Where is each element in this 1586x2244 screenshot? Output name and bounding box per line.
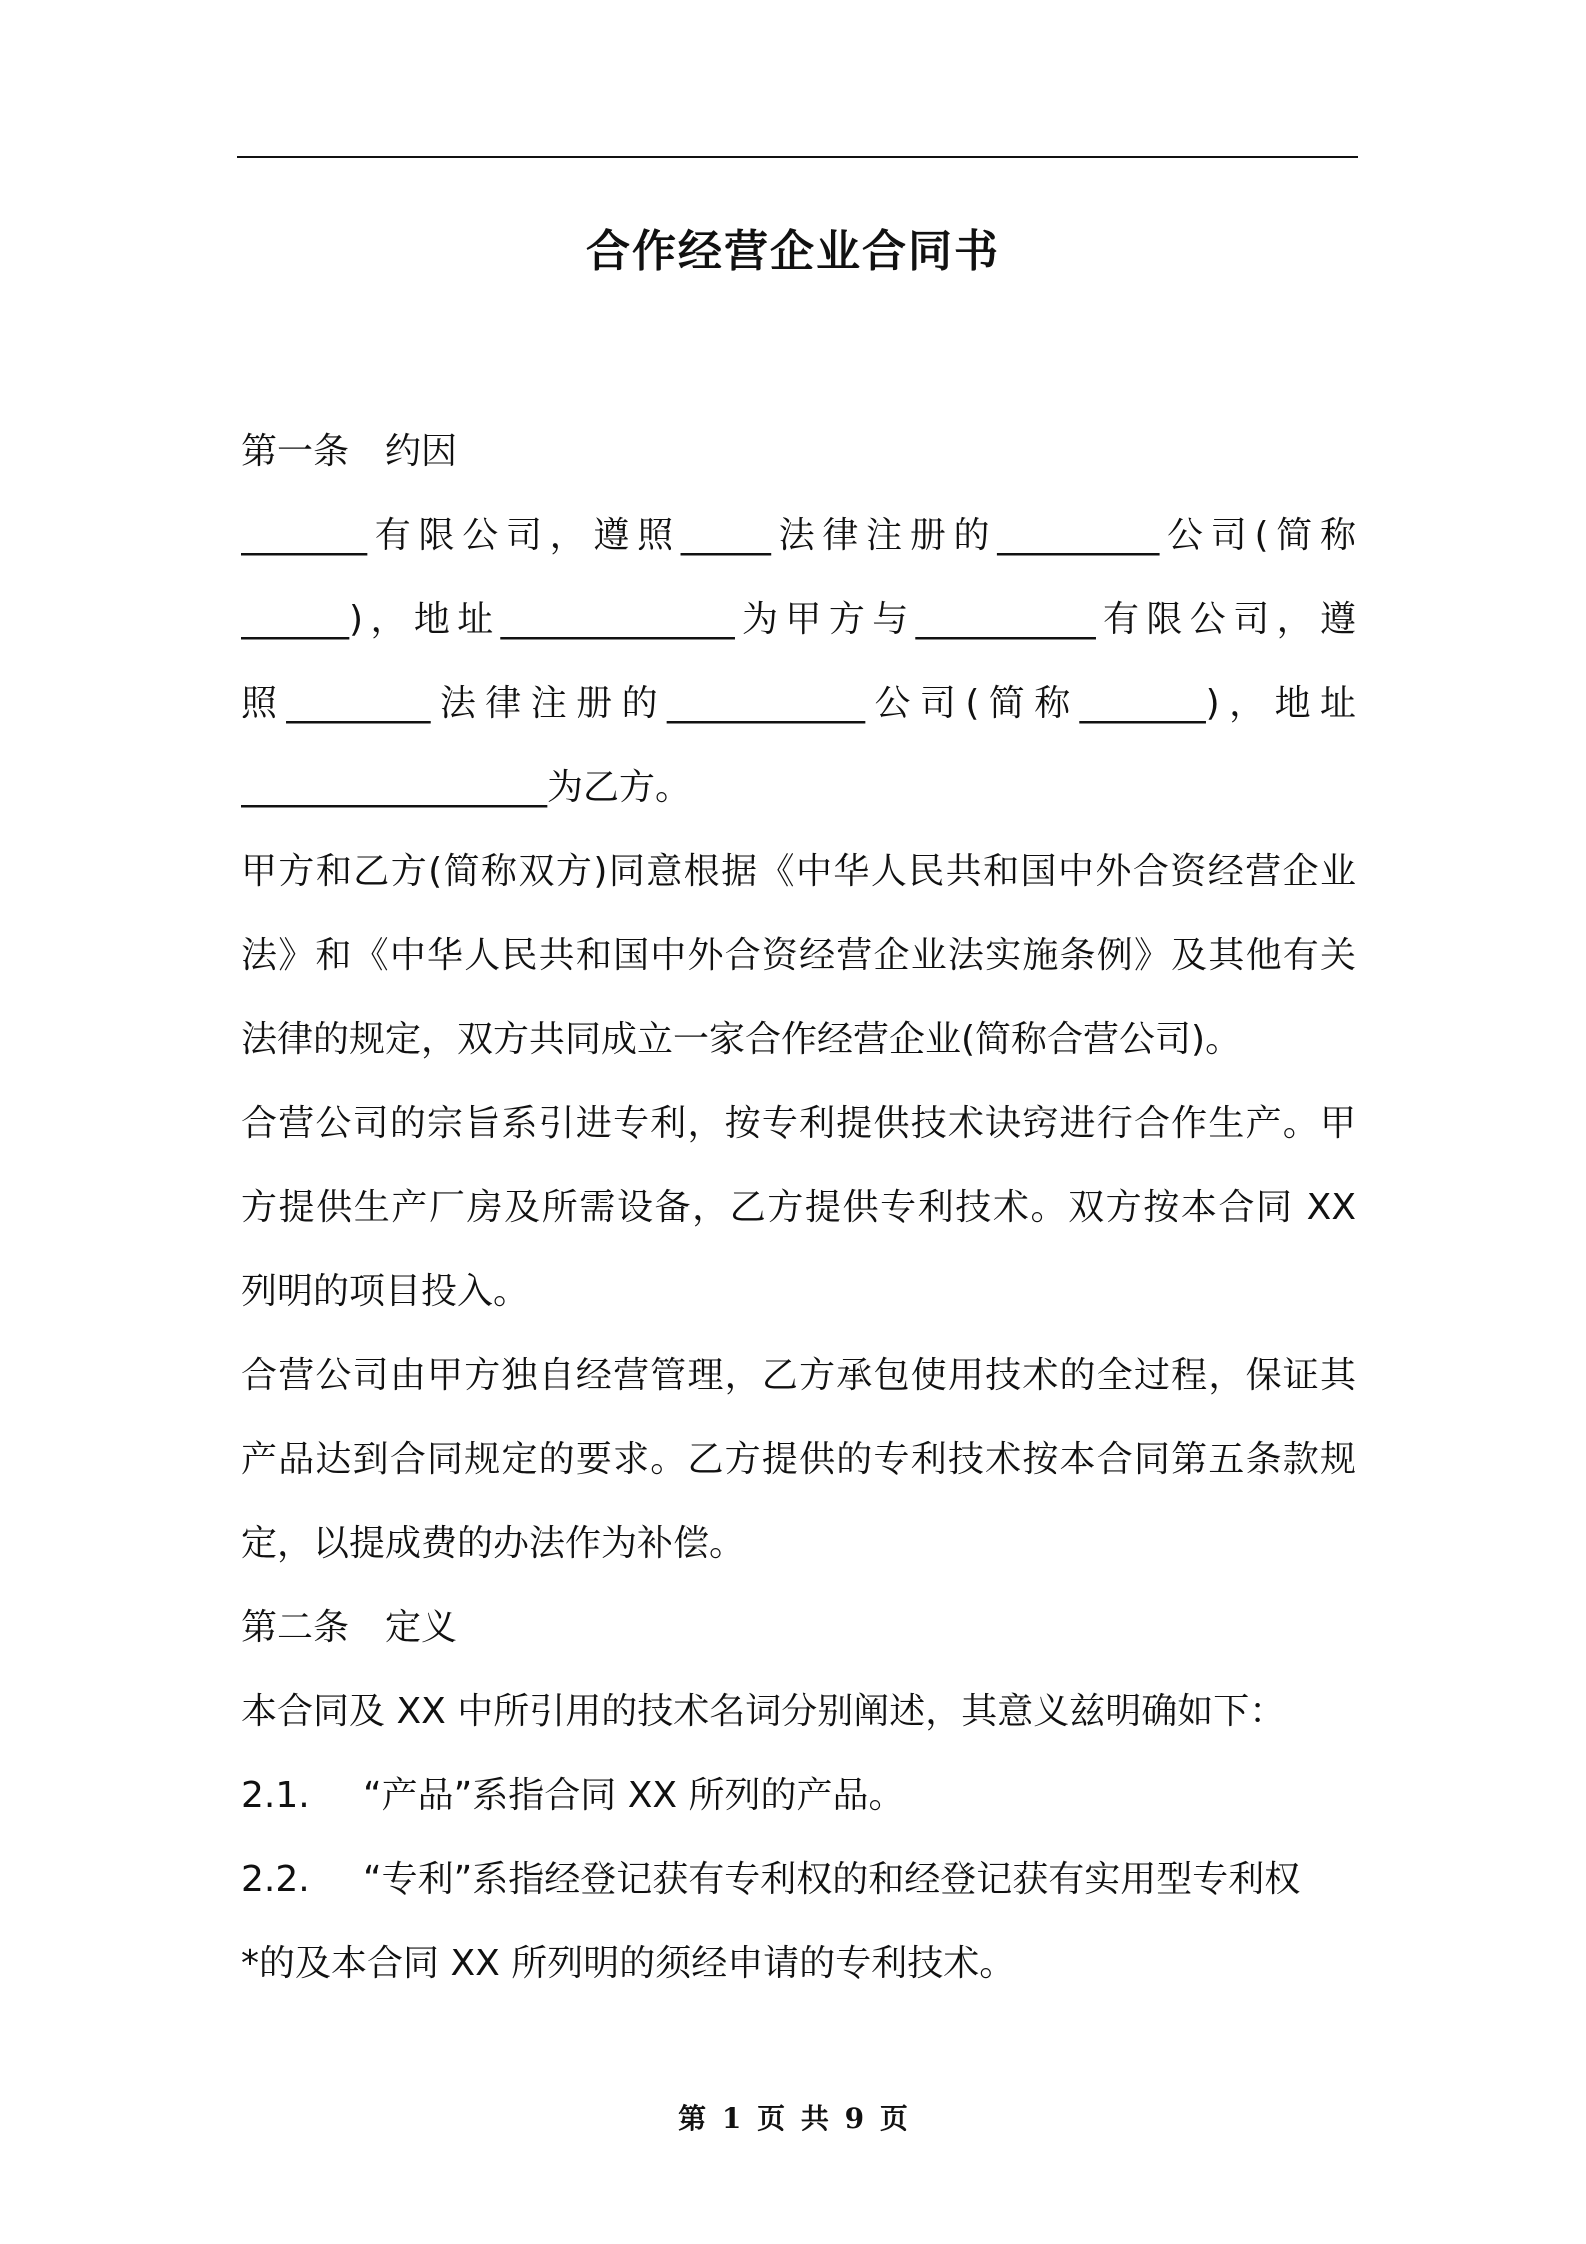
item-number: 2.2. bbox=[241, 1859, 310, 1900]
paragraph-line: 合营公司由甲方独自经营管理，乙方承包使用技术的全过程，保证其 bbox=[241, 1355, 1356, 1396]
paragraph-line: 本合同及 XX 中所引用的技术名词分别阐述，其意义兹明确如下： bbox=[241, 1691, 1286, 1732]
paragraph-line: ______)，地址_____________为甲方与__________有限公司，遵 bbox=[241, 599, 1356, 640]
paragraph-line: _________________为乙方。 bbox=[241, 767, 692, 808]
paragraph-line: 产品达到合同规定的要求。乙方提供的专利技术按本合同第五条款规 bbox=[241, 1439, 1356, 1480]
header-rule bbox=[237, 156, 1358, 158]
page-number: 第 1 页 共 9 页 bbox=[678, 2102, 908, 2135]
paragraph-line: 甲方和乙方(简称双方)同意根据《中华人民共和国中外合资经营企业 bbox=[241, 851, 1356, 892]
document-title: 合作经营企业合同书 bbox=[586, 226, 1000, 277]
paragraph-line: 法》和《中华人民共和国中外合资经营企业法实施条例》及其他有关 bbox=[241, 935, 1356, 976]
paragraph-line: 照________法律注册的___________公司(简称_______)，地址 bbox=[241, 683, 1356, 724]
item-text: “专利”系指经登记获有专利权的和经登记获有实用型专利权 bbox=[363, 1859, 1301, 1900]
paragraph-line: 方提供生产厂房及所需设备，乙方提供专利技术。双方按本合同 XX bbox=[241, 1187, 1356, 1228]
document-body bbox=[241, 410, 1356, 2006]
paragraph-line: 列明的项目投入。 bbox=[241, 1271, 530, 1312]
paragraph-line: _______有限公司，遵照_____法律注册的_________公司(简称 bbox=[241, 515, 1356, 556]
paragraph-line: 法律的规定，双方共同成立一家合作经营企业(简称合营公司)。 bbox=[241, 1019, 1242, 1060]
paragraph-line: 合营公司的宗旨系引进专利，按专利提供技术诀窍进行合作生产。甲 bbox=[241, 1103, 1356, 1144]
section-heading-1: 第一条 约因 bbox=[241, 431, 458, 472]
item-number: 2.1. bbox=[241, 1775, 310, 1816]
definition-item bbox=[241, 1754, 1356, 1838]
item-text: “产品”系指合同 XX 所列的产品。 bbox=[363, 1775, 905, 1816]
paragraph-line: *的及本合同 XX 所列明的须经申请的专利技术。 bbox=[241, 1943, 1016, 1984]
paragraph-line: 定，以提成费的办法作为补偿。 bbox=[241, 1523, 746, 1564]
section-heading-2: 第二条 定义 bbox=[241, 1607, 458, 1648]
definition-item bbox=[241, 1838, 1356, 1922]
